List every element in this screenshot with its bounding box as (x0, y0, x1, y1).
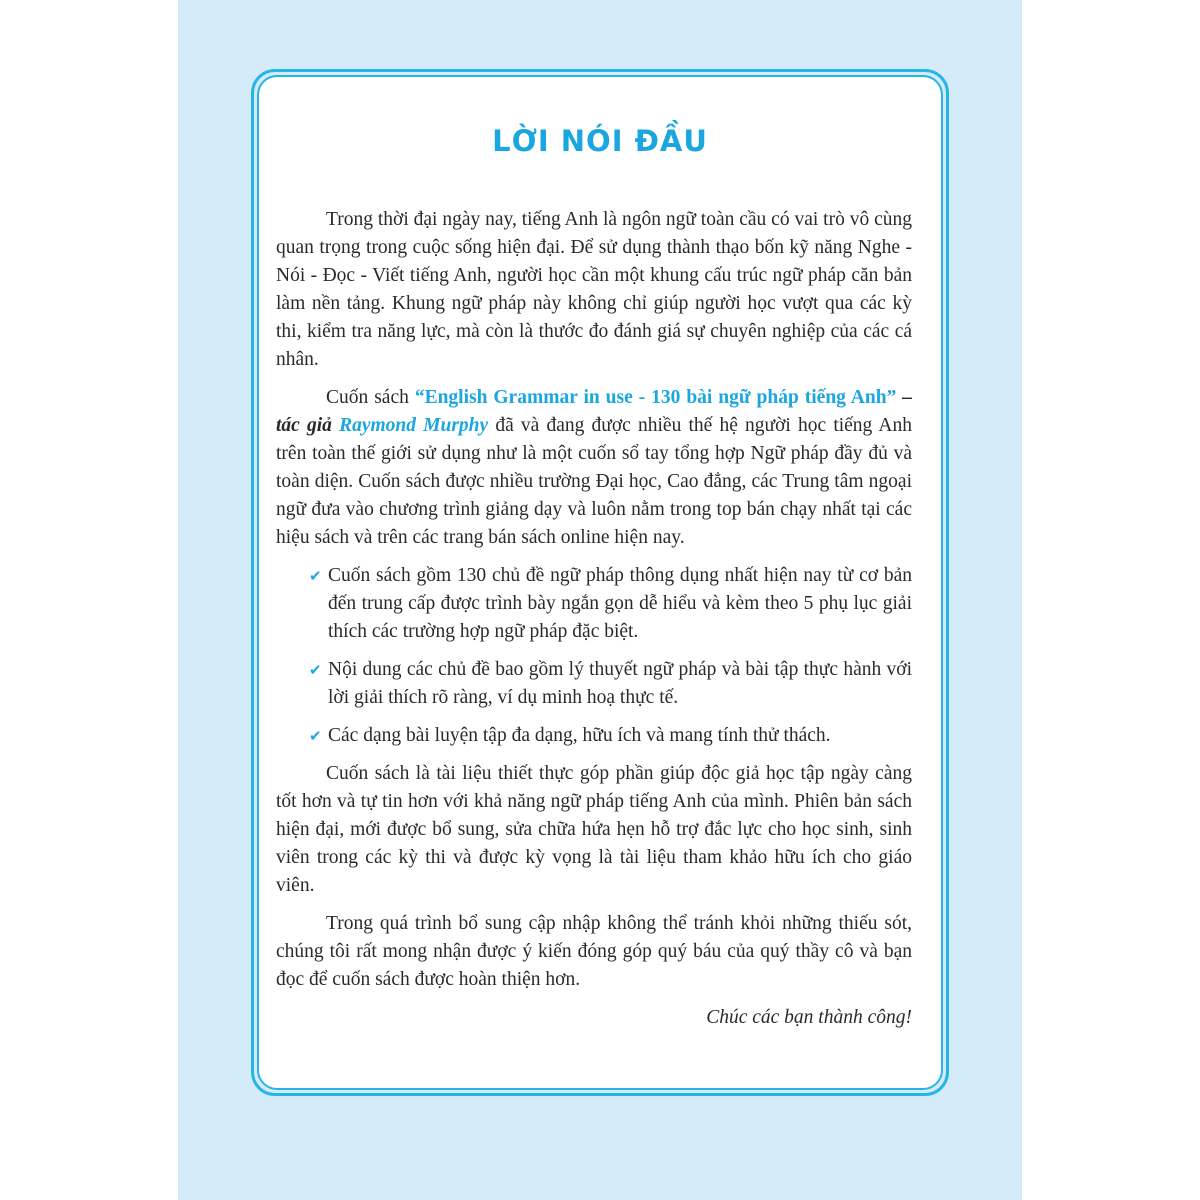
check-icon: ✔ (309, 727, 322, 745)
list-item-text: Các dạng bài luyện tập đa dạng, hữu ích và mang tính thử thách. (328, 725, 831, 746)
author-name: Raymond Murphy (339, 415, 489, 436)
check-icon: ✔ (309, 661, 322, 679)
preface-body (276, 206, 912, 1042)
list-item-text: Cuốn sách gồm 130 chủ đề ngữ pháp thông dụng nhất hiện nay từ cơ bản đến trung cấp được trình bày ngắn gọn dễ hiểu và kèm theo 5 phụ lục giải thích các trường hợp ngữ pháp đặc biệt. (328, 565, 912, 642)
list-item (276, 562, 912, 646)
list-item (276, 722, 912, 750)
book-title: “English Grammar in use - 130 bài ngữ pháp tiếng Anh” (414, 387, 897, 408)
list-item (276, 656, 912, 712)
feature-list (276, 562, 912, 750)
paragraph-benefits: Cuốn sách là tài liệu thiết thực góp phần giúp độc giả học tập ngày càng tốt hơn và tự tin hơn với khả năng ngữ pháp tiếng Anh của mình. Phiên bản sách hiện đại, mới được bổ sung, sửa chữa hứa hẹn hỗ trợ đắc lực cho học sinh, sinh viên trong các kỳ thi và được kỳ vọng là tài liệu tham khảo hữu ích cho giáo viên. (276, 763, 912, 896)
list-item-text: Nội dung các chủ đề bao gồm lý thuyết ngữ pháp và bài tập thực hành với lời giải thích rõ ràng, ví dụ minh hoạ thực tế. (328, 659, 912, 708)
closing-line: Chúc các bạn thành công! (706, 1007, 912, 1028)
check-icon: ✔ (309, 567, 322, 585)
author-label: – tác giả (276, 387, 913, 436)
paragraph-book-description (276, 384, 912, 552)
paragraph-intro: Trong thời đại ngày nay, tiếng Anh là ngôn ngữ toàn cầu có vai trò vô cùng quan trọng trong cuộc sống hiện đại. Để sử dụng thành thạo bốn kỹ năng Nghe - Nói - Đọc - Viết tiếng Anh, người học cần một khung cấu trúc ngữ pháp căn bản làm nền tảng. Khung ngữ pháp này không chỉ giúp người học vượt qua các kỳ thi, kiểm tra năng lực, mà còn là thước đo đánh giá sự chuyên nghiệp của các cá nhân. (276, 209, 912, 370)
page-title: LỜI NÓI ĐẦU (492, 124, 708, 158)
book-intro-text: Cuốn sách (326, 387, 415, 408)
paragraph-feedback: Trong quá trình bổ sung cập nhập không thể tránh khỏi những thiếu sót, chúng tôi rất mong nhận được ý kiến đóng góp quý báu của quý thầy cô và bạn đọc để cuốn sách được hoàn thiện hơn. (276, 913, 912, 990)
book-description-text: đã và đang được nhiều thế hệ người học tiếng Anh trên toàn thế giới sử dụng như là một cuốn sổ tay tổng hợp Ngữ pháp đầy đủ và toàn diện. Cuốn sách được nhiều trường Đại học, Cao đẳng, các Trung tâm ngoại ngữ đưa vào chương trình giảng dạy và luôn nằm trong top bán chạy nhất tại các hiệu sách và trên các trang bán sách online hiện nay. (276, 415, 912, 548)
